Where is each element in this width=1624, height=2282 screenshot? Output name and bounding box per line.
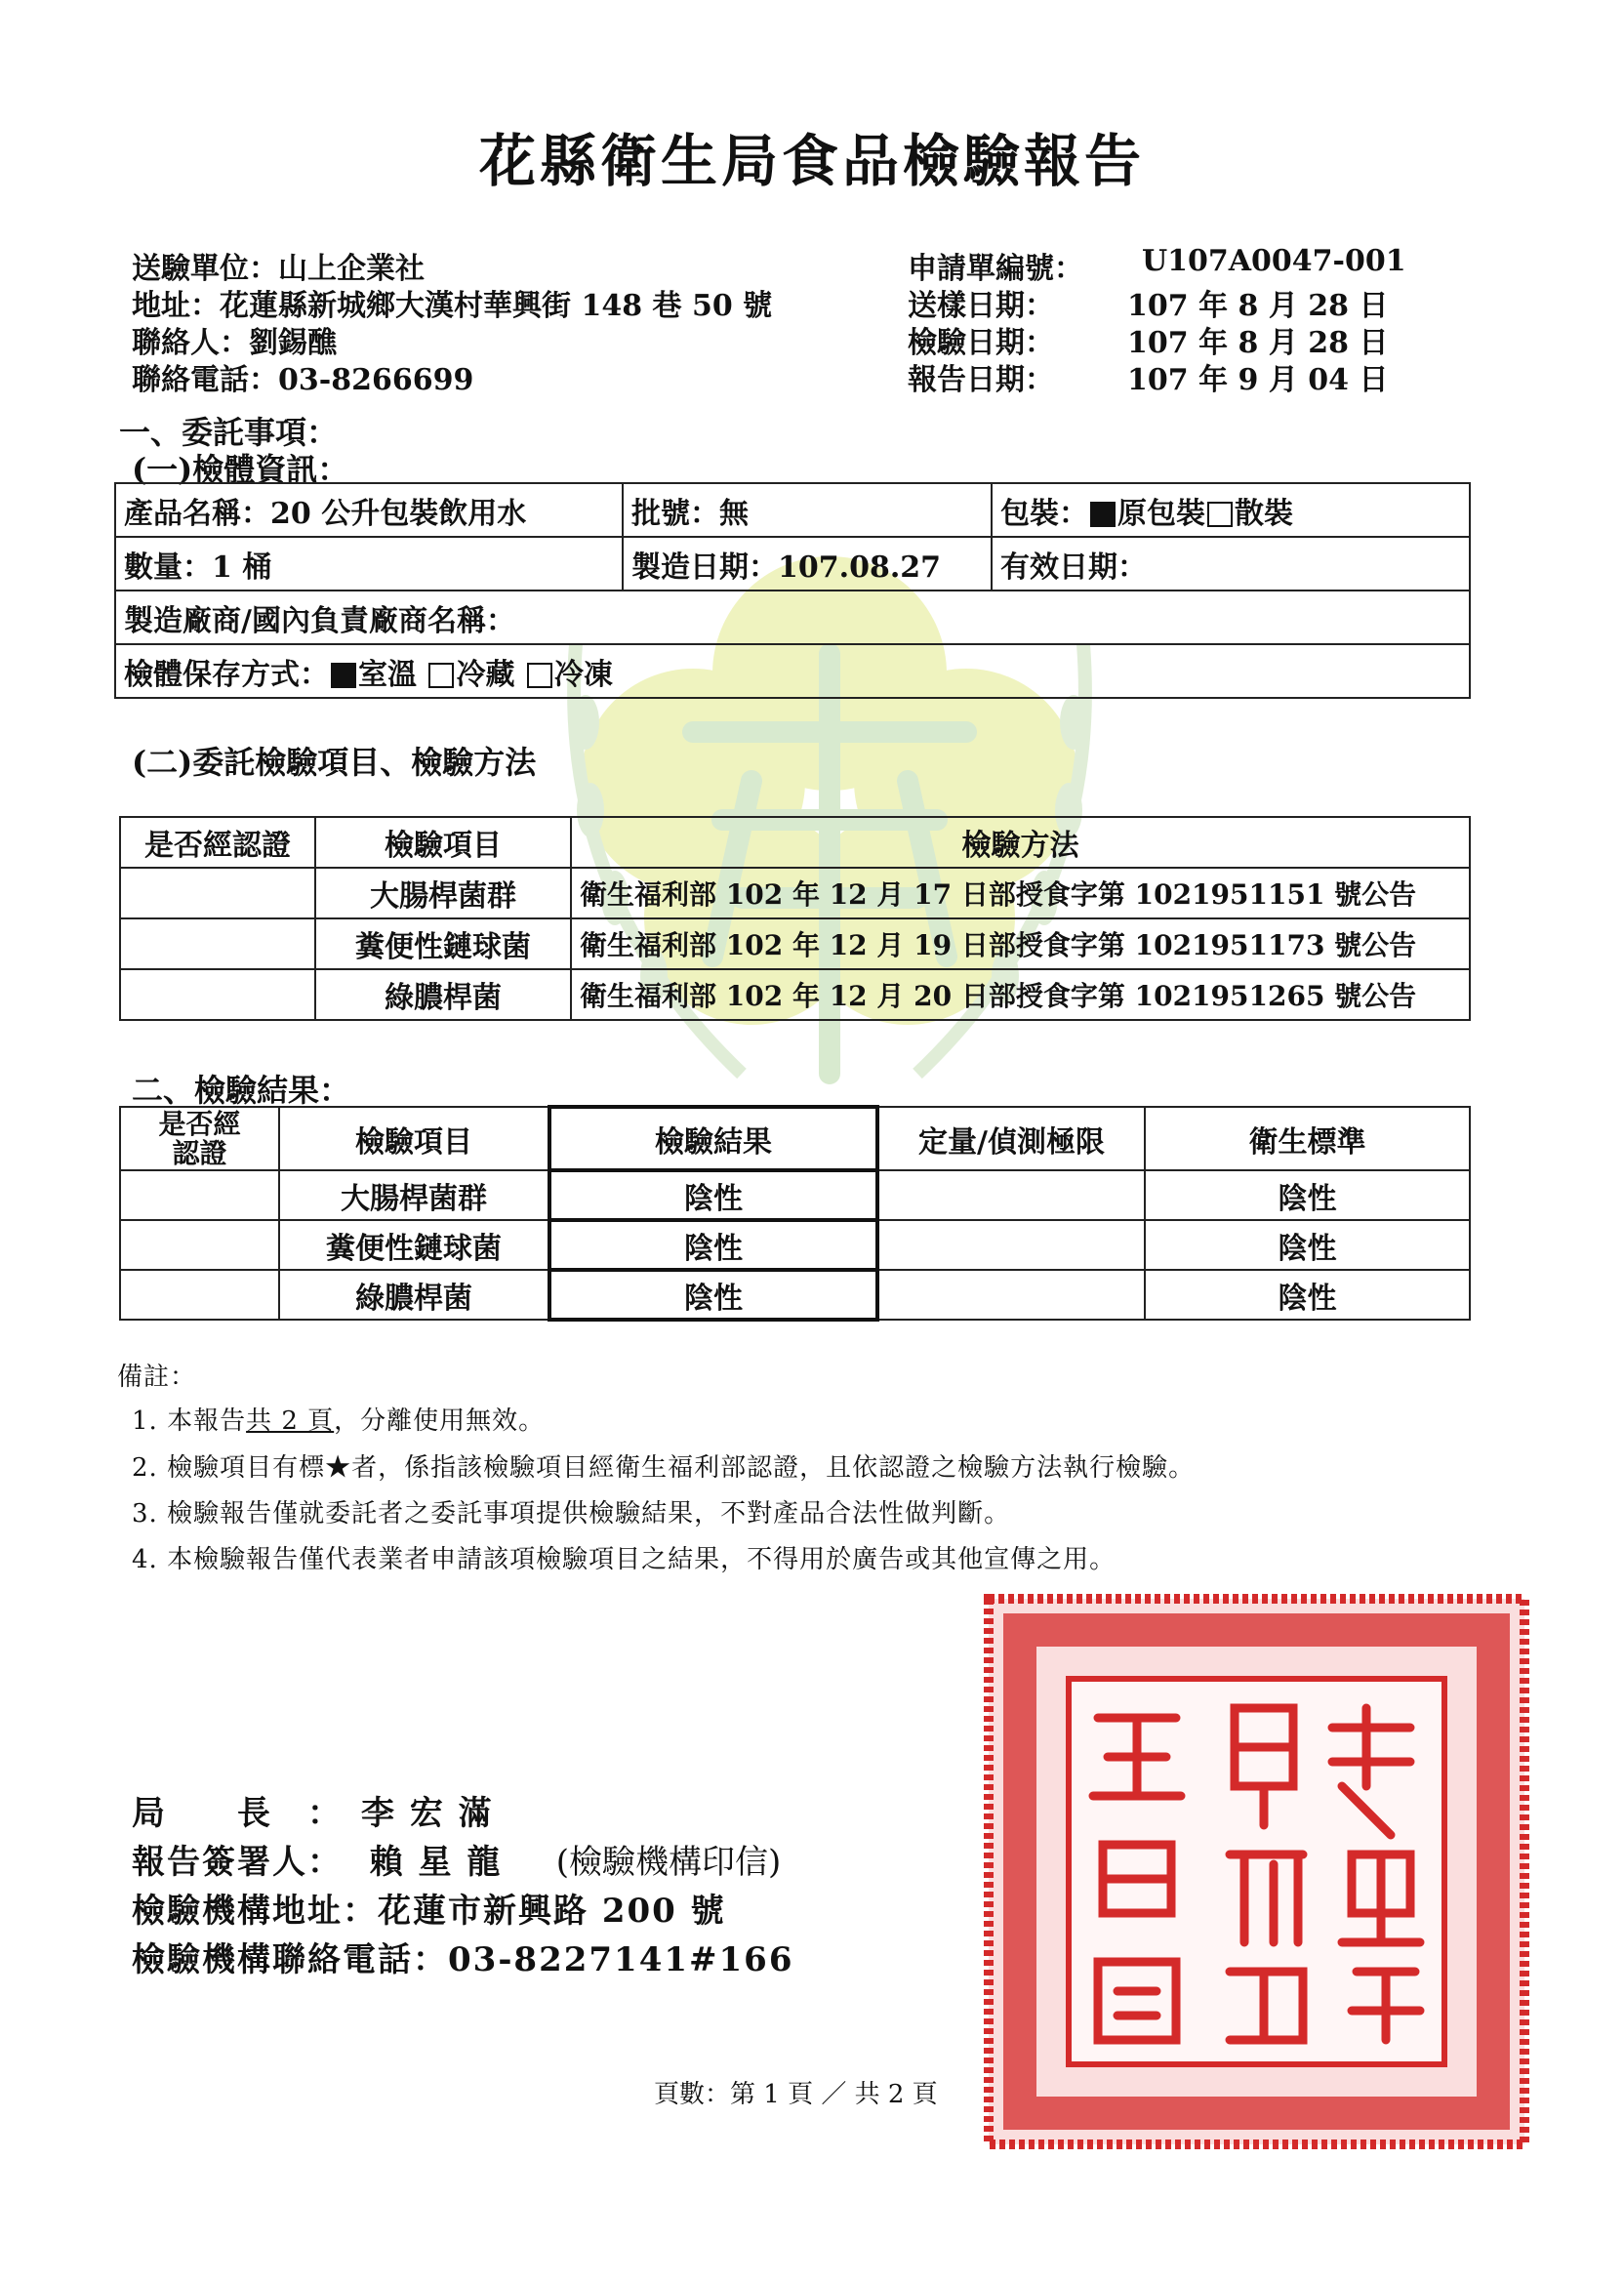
report-date-label: 報告日期：	[908, 363, 1054, 397]
method-row-item: 綠膿桿菌	[315, 969, 571, 1020]
page-number: 頁數：第 1 頁 ／ 共 2 頁	[654, 2080, 938, 2109]
test-date-value: 107 年 8 月 28 日	[1127, 326, 1389, 360]
official-seal	[981, 1591, 1532, 2152]
original-package-checkbox	[1090, 502, 1116, 527]
result-row-result: 陰性	[549, 1220, 877, 1270]
test-date-label: 檢驗日期：	[908, 326, 1054, 360]
result-row-limit	[877, 1270, 1145, 1320]
refrigerated-checkbox	[428, 663, 454, 688]
method-row-method: 衛生福利部 102 年 12 月 20 日部授食字第 1021951265 號公告	[571, 969, 1470, 1020]
frozen-checkbox	[527, 663, 552, 688]
note-1-suffix: ，分離使用無效。	[334, 1406, 546, 1436]
batch-no: 批號：無	[623, 483, 992, 537]
contact-person: 聯絡人：劉錫醮	[132, 326, 337, 360]
result-row-item: 大腸桿菌群	[279, 1170, 549, 1220]
application-no-label: 申請單編號：	[908, 252, 1083, 286]
sample-date-label: 送樣日期：	[908, 289, 1054, 323]
note-1	[132, 1401, 545, 1437]
result-row-result: 陰性	[549, 1270, 877, 1320]
packaging-label: 包裝：	[1000, 496, 1088, 531]
results-header-limit: 定量/偵測極限	[877, 1107, 1145, 1170]
signer-label: 報告簽署人：	[132, 1843, 343, 1882]
result-row-item: 糞便性鏈球菌	[279, 1220, 549, 1270]
sample-info-heading: (一)檢體資訊：	[132, 451, 349, 488]
result-row-limit	[877, 1220, 1145, 1270]
method-row-method: 衛生福利部 102 年 12 月 19 日部授食字第 1021951173 號公告	[571, 918, 1470, 969]
result-row-result: 陰性	[549, 1170, 877, 1220]
method-row-method: 衛生福利部 102 年 12 月 17 日部授食字第 1021951151 號公告	[571, 868, 1470, 918]
application-no-value: U107A0047-001	[1142, 244, 1406, 278]
manufacturer: 製造廠商/國內負責廠商名稱：	[115, 591, 1470, 644]
lab-address: 檢驗機構地址：花蓮市新興路 200 號	[132, 1892, 726, 1931]
note-4: 4. 本檢驗報告僅代表業者申請該項檢驗項目之結果，不得用於廣告或其他宣傳之用。	[132, 1545, 1116, 1574]
results-header-cert-line2: 認證	[172, 1136, 227, 1169]
results-header-cert	[120, 1107, 279, 1170]
contact-phone: 聯絡電話：03-8266699	[132, 363, 474, 397]
result-row-standard: 陰性	[1145, 1170, 1470, 1220]
note-3: 3. 檢驗報告僅就委託者之委託事項提供檢驗結果，不對產品合法性做判斷。	[132, 1499, 1011, 1528]
notes-heading: 備註：	[117, 1363, 197, 1392]
results-header-item: 檢驗項目	[279, 1107, 549, 1170]
method-header-item: 檢驗項目	[315, 817, 571, 868]
results-header-result: 檢驗結果	[549, 1107, 877, 1170]
method-row-cert	[120, 868, 315, 918]
result-row-limit	[877, 1170, 1145, 1220]
sample-date-value: 107 年 8 月 28 日	[1127, 289, 1389, 323]
sender-unit: 送驗單位：山上企業社	[132, 252, 425, 286]
lab-phone: 檢驗機構聯絡電話：03-8227141#166	[132, 1940, 794, 1979]
packaging-cell	[992, 483, 1470, 537]
test-method-heading: (二)委託檢驗項目、檢驗方法	[132, 744, 537, 781]
result-row-standard: 陰性	[1145, 1270, 1470, 1320]
seal-note: (檢驗機構印信)	[555, 1843, 782, 1882]
refrigerated-label: 冷藏	[456, 657, 515, 692]
method-row-cert	[120, 969, 315, 1020]
method-row-cert	[120, 918, 315, 969]
bulk-label: 散裝	[1235, 496, 1293, 531]
results-header-standard: 衛生標準	[1145, 1107, 1470, 1170]
room-temp-label: 室溫	[358, 657, 417, 692]
result-row-cert	[120, 1220, 279, 1270]
original-package-label: 原包裝	[1117, 496, 1205, 531]
sender-address: 地址：花蓮縣新城鄉大漢村華興街 148 巷 50 號	[132, 289, 773, 323]
result-row-cert	[120, 1270, 279, 1320]
note-1-page-count: 共 2 頁	[246, 1406, 335, 1436]
result-row-standard: 陰性	[1145, 1220, 1470, 1270]
results-table	[119, 1105, 1471, 1322]
document-title: 花縣衛生局食品檢驗報告	[478, 128, 1145, 194]
sample-info-table	[114, 482, 1471, 699]
expiry-date: 有效日期：	[992, 537, 1470, 591]
result-row-cert	[120, 1170, 279, 1220]
note-1-text: 1. 本報告	[132, 1406, 247, 1436]
frozen-label: 冷凍	[553, 657, 613, 692]
section1-heading: 一、委託事項：	[119, 414, 339, 451]
quantity: 數量：1 桶	[115, 537, 623, 591]
bulk-checkbox	[1207, 502, 1233, 527]
section2-heading: 二、檢驗結果：	[132, 1072, 351, 1109]
method-row-item: 大腸桿菌群	[315, 868, 571, 918]
result-row-item: 綠膿桿菌	[279, 1270, 549, 1320]
room-temp-checkbox	[331, 663, 356, 688]
test-method-table	[119, 816, 1471, 1021]
manufacture-date: 製造日期：107.08.27	[623, 537, 992, 591]
storage-label: 檢體保存方式：	[124, 657, 329, 692]
storage-cell	[115, 644, 1470, 698]
product-name: 產品名稱：20 公升包裝飲用水	[115, 483, 623, 537]
results-header-cert-line1: 是否經	[158, 1107, 241, 1140]
method-row-item: 糞便性鏈球菌	[315, 918, 571, 969]
method-header-cert: 是否經認證	[120, 817, 315, 868]
method-header-method: 檢驗方法	[571, 817, 1470, 868]
signer-line	[132, 1835, 781, 1883]
director-line: 局 長 ： 李 宏 滿	[132, 1794, 494, 1833]
report-date-value: 107 年 9 月 04 日	[1127, 363, 1389, 397]
signer-name: 賴 星 龍	[369, 1843, 503, 1882]
note-2: 2. 檢驗項目有標★者，係指該檢驗項目經衛生福利部認證，且依認證之檢驗方法執行檢驗。	[132, 1453, 1196, 1483]
